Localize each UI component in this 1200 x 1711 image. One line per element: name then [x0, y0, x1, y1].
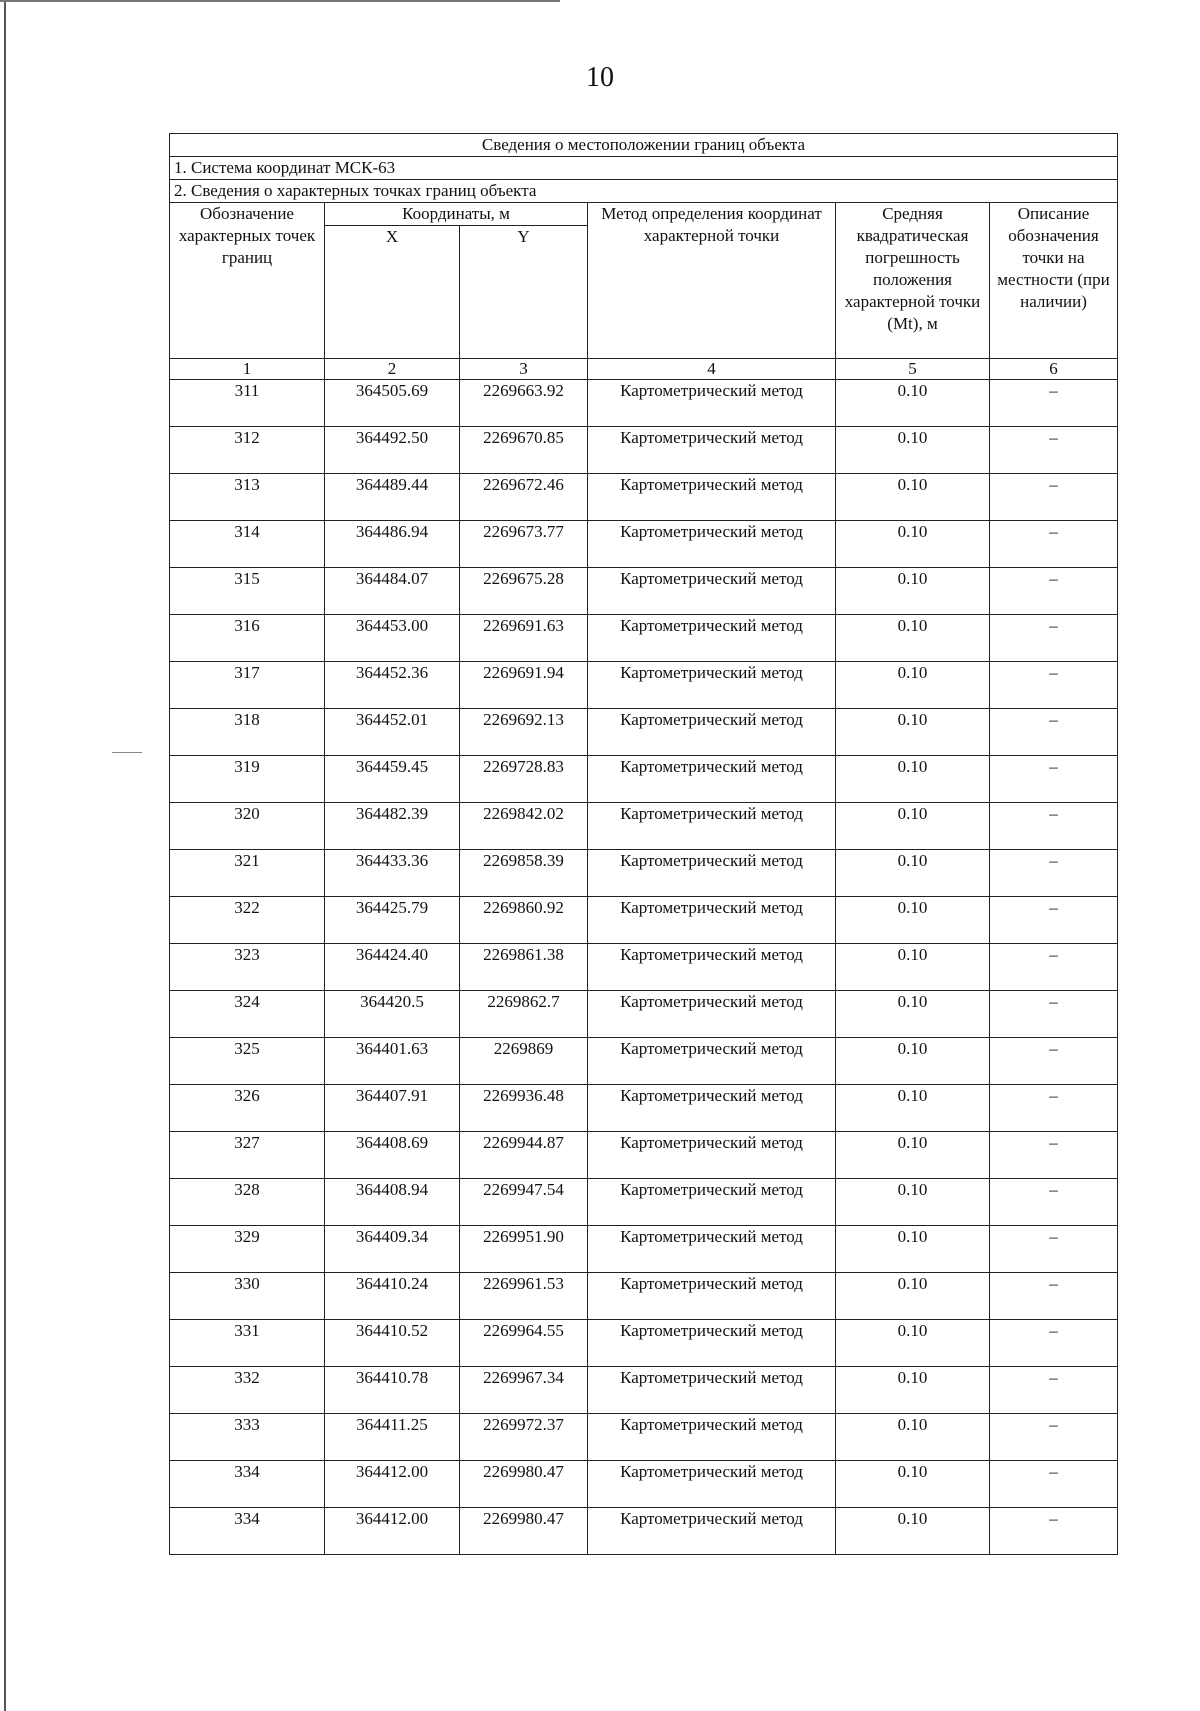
- method-cell: Картометрический метод: [588, 380, 836, 427]
- mt-cell: 0.10: [836, 1273, 990, 1320]
- point-cell: 318: [170, 709, 325, 756]
- column-number: 6: [990, 359, 1118, 380]
- section-title: 2. Сведения о характерных точках границ объекта: [170, 180, 1118, 203]
- mt-cell: 0.10: [836, 991, 990, 1038]
- mt-cell: 0.10: [836, 709, 990, 756]
- x-cell: 364453.00: [325, 615, 460, 662]
- point-cell: 333: [170, 1414, 325, 1461]
- column-number: 1: [170, 359, 325, 380]
- column-numbers-row: [170, 359, 1118, 380]
- x-cell: 364489.44: [325, 474, 460, 521]
- table-title: Сведения о местоположении границ объекта: [170, 134, 1118, 157]
- method-cell: Картометрический метод: [588, 474, 836, 521]
- method-cell: Картометрический метод: [588, 991, 836, 1038]
- mt-cell: 0.10: [836, 897, 990, 944]
- point-cell: 313: [170, 474, 325, 521]
- mt-cell: 0.10: [836, 427, 990, 474]
- point-cell: 315: [170, 568, 325, 615]
- y-cell: 2269691.63: [460, 615, 588, 662]
- mt-cell: 0.10: [836, 1461, 990, 1508]
- method-cell: Картометрический метод: [588, 1038, 836, 1085]
- method-cell: Картометрический метод: [588, 1179, 836, 1226]
- header-description: Описание обозначения точки на местности (при наличии): [990, 203, 1118, 359]
- method-cell: Картометрический метод: [588, 1461, 836, 1508]
- description-cell: –: [990, 850, 1118, 897]
- x-cell: 364486.94: [325, 521, 460, 568]
- point-cell: 334: [170, 1508, 325, 1555]
- table-row: [170, 1508, 1118, 1555]
- description-cell: –: [990, 1367, 1118, 1414]
- y-cell: 2269972.37: [460, 1414, 588, 1461]
- table-row: [170, 380, 1118, 427]
- header-error: Средняя квадратическая погрешность положения характерной точки (Mt), м: [836, 203, 990, 359]
- point-cell: 334: [170, 1461, 325, 1508]
- table-title-row: [170, 134, 1118, 157]
- mt-cell: 0.10: [836, 1179, 990, 1226]
- point-cell: 312: [170, 427, 325, 474]
- method-cell: Картометрический метод: [588, 1273, 836, 1320]
- x-cell: 364409.34: [325, 1226, 460, 1273]
- description-cell: –: [990, 991, 1118, 1038]
- method-cell: Картометрический метод: [588, 662, 836, 709]
- table-row: [170, 1226, 1118, 1273]
- x-cell: 364452.36: [325, 662, 460, 709]
- y-cell: 2269860.92: [460, 897, 588, 944]
- description-cell: –: [990, 568, 1118, 615]
- header-designation: Обозначение характерных точек границ: [170, 203, 325, 359]
- y-cell: 2269951.90: [460, 1226, 588, 1273]
- y-cell: 2269861.38: [460, 944, 588, 991]
- y-cell: 2269663.92: [460, 380, 588, 427]
- column-number: 3: [460, 359, 588, 380]
- y-cell: 2269670.85: [460, 427, 588, 474]
- mt-cell: 0.10: [836, 1414, 990, 1461]
- point-cell: 322: [170, 897, 325, 944]
- y-cell: 2269862.7: [460, 991, 588, 1038]
- x-cell: 364505.69: [325, 380, 460, 427]
- method-cell: Картометрический метод: [588, 850, 836, 897]
- method-cell: Картометрический метод: [588, 803, 836, 850]
- mt-cell: 0.10: [836, 803, 990, 850]
- point-cell: 324: [170, 991, 325, 1038]
- coord-system-label: 1. Система координат МСК-63: [170, 157, 1118, 180]
- scan-edge-top: [0, 0, 560, 2]
- mt-cell: 0.10: [836, 1085, 990, 1132]
- table-row: [170, 1273, 1118, 1320]
- x-cell: 364425.79: [325, 897, 460, 944]
- description-cell: –: [990, 1038, 1118, 1085]
- method-cell: Картометрический метод: [588, 756, 836, 803]
- method-cell: Картометрический метод: [588, 944, 836, 991]
- table-row: [170, 521, 1118, 568]
- column-number: 5: [836, 359, 990, 380]
- description-cell: –: [990, 521, 1118, 568]
- table-row: [170, 1085, 1118, 1132]
- point-cell: 323: [170, 944, 325, 991]
- method-cell: Картометрический метод: [588, 1367, 836, 1414]
- point-cell: 311: [170, 380, 325, 427]
- column-number: 4: [588, 359, 836, 380]
- method-cell: Картометрический метод: [588, 1508, 836, 1555]
- scan-mark: [112, 752, 142, 753]
- header-x: X: [325, 226, 460, 359]
- boundary-points-table: [169, 133, 1118, 1555]
- description-cell: –: [990, 1226, 1118, 1273]
- mt-cell: 0.10: [836, 568, 990, 615]
- table-row: [170, 1461, 1118, 1508]
- scan-edge-left: [4, 0, 6, 1711]
- point-cell: 325: [170, 1038, 325, 1085]
- table-row: [170, 662, 1118, 709]
- method-cell: Картометрический метод: [588, 1414, 836, 1461]
- mt-cell: 0.10: [836, 1367, 990, 1414]
- table-row: [170, 568, 1118, 615]
- description-cell: –: [990, 380, 1118, 427]
- table-row: [170, 803, 1118, 850]
- y-cell: 2269967.34: [460, 1367, 588, 1414]
- x-cell: 364410.52: [325, 1320, 460, 1367]
- method-cell: Картометрический метод: [588, 615, 836, 662]
- point-cell: 330: [170, 1273, 325, 1320]
- description-cell: –: [990, 1085, 1118, 1132]
- x-cell: 364401.63: [325, 1038, 460, 1085]
- x-cell: 364424.40: [325, 944, 460, 991]
- page-number: 10: [586, 62, 614, 93]
- y-cell: 2269980.47: [460, 1508, 588, 1555]
- description-cell: –: [990, 803, 1118, 850]
- mt-cell: 0.10: [836, 380, 990, 427]
- point-cell: 317: [170, 662, 325, 709]
- method-cell: Картометрический метод: [588, 1226, 836, 1273]
- mt-cell: 0.10: [836, 1508, 990, 1555]
- mt-cell: 0.10: [836, 756, 990, 803]
- y-cell: 2269869: [460, 1038, 588, 1085]
- method-cell: Картометрический метод: [588, 568, 836, 615]
- table-row: [170, 1179, 1118, 1226]
- y-cell: 2269980.47: [460, 1461, 588, 1508]
- point-cell: 329: [170, 1226, 325, 1273]
- table-row: [170, 427, 1118, 474]
- x-cell: 364433.36: [325, 850, 460, 897]
- table-row: [170, 474, 1118, 521]
- header-coords: Координаты, м: [325, 203, 588, 226]
- x-cell: 364408.94: [325, 1179, 460, 1226]
- point-cell: 314: [170, 521, 325, 568]
- section-title-row: [170, 180, 1118, 203]
- mt-cell: 0.10: [836, 474, 990, 521]
- description-cell: –: [990, 1132, 1118, 1179]
- description-cell: –: [990, 944, 1118, 991]
- description-cell: –: [990, 662, 1118, 709]
- point-cell: 321: [170, 850, 325, 897]
- table-row: [170, 1367, 1118, 1414]
- x-cell: 364407.91: [325, 1085, 460, 1132]
- method-cell: Картометрический метод: [588, 521, 836, 568]
- y-cell: 2269672.46: [460, 474, 588, 521]
- point-cell: 319: [170, 756, 325, 803]
- mt-cell: 0.10: [836, 1226, 990, 1273]
- method-cell: Картометрический метод: [588, 897, 836, 944]
- point-cell: 320: [170, 803, 325, 850]
- point-cell: 327: [170, 1132, 325, 1179]
- y-cell: 2269673.77: [460, 521, 588, 568]
- table-row: [170, 1320, 1118, 1367]
- x-cell: 364484.07: [325, 568, 460, 615]
- point-cell: 326: [170, 1085, 325, 1132]
- table-row: [170, 615, 1118, 662]
- mt-cell: 0.10: [836, 615, 990, 662]
- y-cell: 2269691.94: [460, 662, 588, 709]
- point-cell: 332: [170, 1367, 325, 1414]
- method-cell: Картометрический метод: [588, 427, 836, 474]
- y-cell: 2269947.54: [460, 1179, 588, 1226]
- method-cell: Картометрический метод: [588, 1132, 836, 1179]
- x-cell: 364452.01: [325, 709, 460, 756]
- x-cell: 364411.25: [325, 1414, 460, 1461]
- table-row: [170, 944, 1118, 991]
- x-cell: 364410.24: [325, 1273, 460, 1320]
- mt-cell: 0.10: [836, 1038, 990, 1085]
- description-cell: –: [990, 1461, 1118, 1508]
- description-cell: –: [990, 1508, 1118, 1555]
- description-cell: –: [990, 1414, 1118, 1461]
- description-cell: –: [990, 1273, 1118, 1320]
- table-row: [170, 756, 1118, 803]
- x-cell: 364410.78: [325, 1367, 460, 1414]
- mt-cell: 0.10: [836, 1320, 990, 1367]
- table-row: [170, 850, 1118, 897]
- description-cell: –: [990, 756, 1118, 803]
- table-row: [170, 1132, 1118, 1179]
- method-cell: Картометрический метод: [588, 1085, 836, 1132]
- y-cell: 2269728.83: [460, 756, 588, 803]
- table-row: [170, 709, 1118, 756]
- column-number: 2: [325, 359, 460, 380]
- header-method: Метод определения координат характерной точки: [588, 203, 836, 359]
- header-y: Y: [460, 226, 588, 359]
- y-cell: 2269961.53: [460, 1273, 588, 1320]
- table-row: [170, 991, 1118, 1038]
- table-row: [170, 897, 1118, 944]
- y-cell: 2269692.13: [460, 709, 588, 756]
- y-cell: 2269964.55: [460, 1320, 588, 1367]
- x-cell: 364408.69: [325, 1132, 460, 1179]
- mt-cell: 0.10: [836, 521, 990, 568]
- description-cell: –: [990, 709, 1118, 756]
- x-cell: 364412.00: [325, 1508, 460, 1555]
- description-cell: –: [990, 897, 1118, 944]
- point-cell: 328: [170, 1179, 325, 1226]
- y-cell: 2269858.39: [460, 850, 588, 897]
- mt-cell: 0.10: [836, 1132, 990, 1179]
- x-cell: 364412.00: [325, 1461, 460, 1508]
- y-cell: 2269944.87: [460, 1132, 588, 1179]
- method-cell: Картометрический метод: [588, 709, 836, 756]
- description-cell: –: [990, 615, 1118, 662]
- y-cell: 2269675.28: [460, 568, 588, 615]
- description-cell: –: [990, 474, 1118, 521]
- point-cell: 316: [170, 615, 325, 662]
- header-row-1: [170, 203, 1118, 226]
- description-cell: –: [990, 1179, 1118, 1226]
- x-cell: 364482.39: [325, 803, 460, 850]
- mt-cell: 0.10: [836, 850, 990, 897]
- description-cell: –: [990, 427, 1118, 474]
- description-cell: –: [990, 1320, 1118, 1367]
- y-cell: 2269936.48: [460, 1085, 588, 1132]
- mt-cell: 0.10: [836, 662, 990, 709]
- x-cell: 364459.45: [325, 756, 460, 803]
- point-cell: 331: [170, 1320, 325, 1367]
- mt-cell: 0.10: [836, 944, 990, 991]
- x-cell: 364420.5: [325, 991, 460, 1038]
- method-cell: Картометрический метод: [588, 1320, 836, 1367]
- table-row: [170, 1414, 1118, 1461]
- x-cell: 364492.50: [325, 427, 460, 474]
- y-cell: 2269842.02: [460, 803, 588, 850]
- coord-system-row: [170, 157, 1118, 180]
- table-row: [170, 1038, 1118, 1085]
